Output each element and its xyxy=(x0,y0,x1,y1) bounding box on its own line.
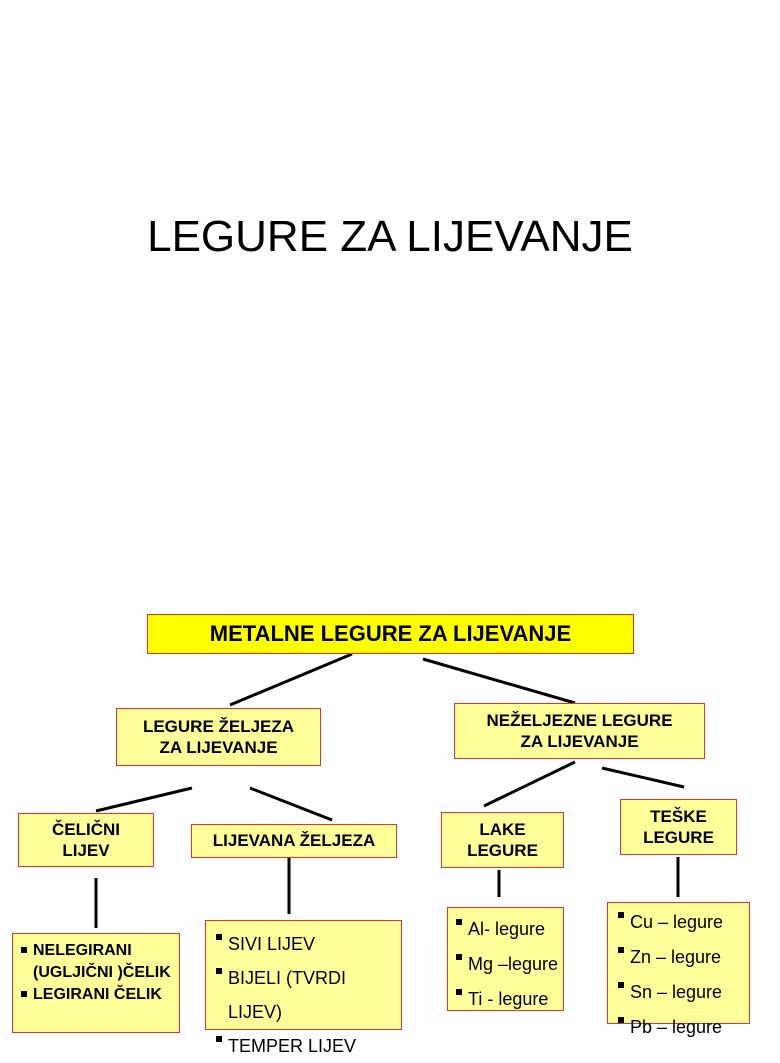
light-alloys-line2: LEGURE xyxy=(467,841,538,860)
list-item: Pb – legure xyxy=(616,1010,745,1045)
list-item: Al- legure xyxy=(454,912,559,947)
ferrous-line2: ZA LIJEVANJE xyxy=(159,738,278,757)
steel-cast-line1: ČELIČNI xyxy=(52,819,120,839)
connector-ferrous-iron xyxy=(250,788,332,820)
list-item: TEMPER LIJEV xyxy=(214,1029,397,1063)
nonferrous-line2: ZA LIJEVANJE xyxy=(520,732,639,751)
steel-types-list xyxy=(12,933,180,1033)
list-item: Cu – legure xyxy=(616,905,745,940)
light-alloys-node xyxy=(441,812,564,868)
list-item: Zn – legure xyxy=(616,940,745,975)
connector-nonferrous-heavy xyxy=(602,768,684,787)
list-item: LEGIRANI ČELIK xyxy=(19,984,175,1006)
list-item: Sn – legure xyxy=(616,975,745,1010)
connector-root-nonferrous xyxy=(423,659,575,703)
root-node xyxy=(147,614,634,654)
steel-cast-line2: LIJEV xyxy=(62,841,110,860)
list-item: Ti - legure xyxy=(454,982,559,1017)
ferrous-line1: LEGURE ŽELJEZA xyxy=(142,716,295,736)
list-item: SIVI LIJEV xyxy=(214,927,397,961)
light-alloys-line1: LAKE xyxy=(479,819,526,839)
cast-iron-label: LIJEVANA ŽELJEZA xyxy=(212,831,376,851)
light-alloys-list xyxy=(447,907,564,1011)
root-node-label: METALNE LEGURE ZA LIJEVANJE xyxy=(209,621,572,647)
heavy-alloys-line1: TEŠKE xyxy=(650,806,707,826)
ferrous-alloys-node xyxy=(116,708,321,766)
list-item: NELEGIRANI (UGLJIČNI )ČELIK xyxy=(19,940,175,984)
connector-nonferrous-light xyxy=(484,762,575,806)
steel-cast-node xyxy=(18,813,154,867)
heavy-alloys-list xyxy=(607,902,750,1037)
list-item: BIJELI (TVRDI LIJEV) xyxy=(214,961,397,1029)
nonferrous-line1: NEŽELJEZNE LEGURE xyxy=(486,710,673,730)
cast-iron-node xyxy=(191,824,397,858)
nonferrous-alloys-node xyxy=(454,703,705,759)
heavy-alloys-node xyxy=(620,799,737,855)
cast-iron-types-list xyxy=(205,920,402,1056)
heavy-alloys-line2: LEGURE xyxy=(643,828,714,847)
list-item: Mg –legure xyxy=(454,947,559,982)
connector-root-ferrous xyxy=(230,654,352,705)
connector-ferrous-steel xyxy=(96,788,192,811)
slide-title: LEGURE ZA LIJEVANJE xyxy=(147,212,633,261)
